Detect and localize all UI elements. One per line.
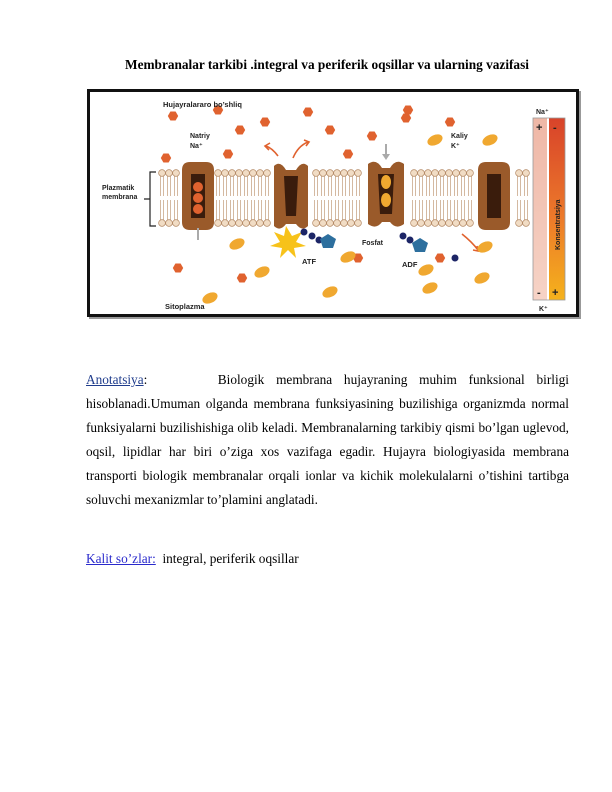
integral-protein-left [182,162,214,230]
sodium-ion [303,108,313,117]
lipid-head [264,170,271,177]
lipid-head [243,170,250,177]
potassium-ion [339,249,358,265]
keywords-line [86,551,569,567]
potassium-ion [476,239,495,255]
lipid-head [229,220,236,227]
sodium-ion [237,274,247,283]
lipid-head [348,220,355,227]
lipid-head [516,220,523,227]
label-fosfat: Fosfat [362,240,383,247]
lipid-head [355,220,362,227]
label-natriy: Natriy [190,133,210,140]
lipid-head [348,170,355,177]
lipid-head [460,220,467,227]
sodium-ion [161,154,171,163]
lipid-head [236,170,243,177]
lipid-head [341,170,348,177]
bar-bottom-ion: K⁺ [539,306,548,313]
abstract-text: Biologik membrana hujayraning muhim funksional birligi hisoblanadi.Umuman olganda membrana funksiyasining buzilishiga organizmda normal funksiyalarni buzilishishiga olib keladi. Membranalarning tarkibiy qismi bo’lgan uglevod, oqsil, lipidlar har biri o’ziga xos vazifaga egadir. Hujayra biologiyasida membrana transporti biologik membranalar orqali ionlar va kichik molekulalarni o’tishini tartibga soluvchi mexanizmlar to’plamini anglatadi. [86,372,569,507]
bar-minus-top: - [553,122,557,134]
lipid-head [257,170,264,177]
lipid-head [236,220,243,227]
lipid-head [159,220,166,227]
lipid-head [446,170,453,177]
label-membrane-line2: membrana [102,194,138,201]
potassium-ion [426,132,445,148]
sodium-ion [401,114,411,123]
potassium-ion [481,132,500,148]
sodium-ion [260,118,270,127]
sodium-ion [325,126,335,135]
label-kaliy: Kaliy [451,133,468,140]
lipid-head [222,170,229,177]
lipid-head [264,220,271,227]
sodium-ion [435,254,445,263]
label-k-ion: K⁺ [451,143,460,150]
bar-plus-bottom: + [552,287,559,299]
lipid-head [222,220,229,227]
sodium-ion [445,118,455,127]
label-membrane-line1: Plazmatik [102,185,135,192]
integral-protein-right [478,162,510,230]
potassium-ion [421,280,440,296]
lipid-head [460,170,467,177]
lipid-head [439,170,446,177]
lipid-head [425,220,432,227]
lipid-head [467,170,474,177]
lipid-head [446,220,453,227]
lipid-head [418,220,425,227]
lipid-head [320,220,327,227]
lipid-head [173,170,180,177]
lipid-head [215,170,222,177]
concentration-bar [533,118,565,300]
lipid-head [313,170,320,177]
lipid-head [250,170,257,177]
bar-plus-top: + [536,122,543,134]
lipid-head [467,220,474,227]
label-extracellular: Hujayralararo bo’shliq [163,100,242,109]
atp-burst-icon [270,226,306,258]
sodium-ion [173,264,183,273]
lipid-head [418,170,425,177]
lipid-head [453,220,460,227]
lipid-head [257,220,264,227]
lipid-head [341,220,348,227]
potassium-ion [228,236,247,252]
lipid-head [516,170,523,177]
lipid-head [523,220,530,227]
potassium-ion [321,284,340,300]
sodium-ion [235,126,245,135]
lipid-head [327,170,334,177]
integral-protein-potassium [368,162,404,227]
bar-top-ion: Na⁺ [536,109,549,116]
potassium-ion [417,262,436,278]
lipid-head [215,220,222,227]
lipid-head [250,220,257,227]
potassium-entry-arrowhead [382,154,390,160]
abstract-separator: : [143,372,148,387]
lipid-bilayer [159,170,530,227]
lipid-head [159,170,166,177]
keywords-text: integral, periferik oqsillar [162,551,299,566]
potassium-ion [473,270,492,286]
lipid-head [334,220,341,227]
lipid-head [320,170,327,177]
page-title: Membranalar tarkibi .integral va periferik oqsillar va ularning vazifasi [125,57,529,72]
lipid-head [425,170,432,177]
phosphate-chain-atf [301,229,337,249]
lipid-head [523,170,530,177]
bar-minus-bottom: - [537,287,541,299]
lipid-head [243,220,250,227]
sodium-ion [367,132,377,141]
lipid-head [166,220,173,227]
integral-protein-atf [274,164,308,229]
lipid-head [439,220,446,227]
lipid-head [173,220,180,227]
phosphate-chain-adf [400,233,459,262]
lipid-head [453,170,460,177]
label-cytoplasm: Sitoplazma [165,302,205,311]
lipid-head [411,170,418,177]
lipid-head [229,170,236,177]
abstract-paragraph [86,368,569,512]
potassium-ion [253,264,272,280]
abstract-label: Anotatsiya [86,372,144,387]
label-concentration: Konsentratsiya [555,199,562,250]
label-atf: ATF [302,257,317,266]
lipid-head [432,220,439,227]
lipid-head [327,220,334,227]
sodium-ion [403,106,413,115]
lipid-head [166,170,173,177]
lipid-head [355,170,362,177]
label-adf: ADF [402,260,418,269]
lipid-head [313,220,320,227]
lipid-head [334,170,341,177]
membrane-figure [87,89,579,317]
lipid-head [432,170,439,177]
keywords-label: Kalit so’zlar: [86,551,156,566]
sodium-ion [223,150,233,159]
label-na-ion: Na⁺ [190,143,203,150]
lipid-head [411,220,418,227]
sodium-ion [168,112,178,121]
sodium-ion [343,150,353,159]
membrane-diagram [90,92,576,314]
membrane-bracket [144,172,156,226]
